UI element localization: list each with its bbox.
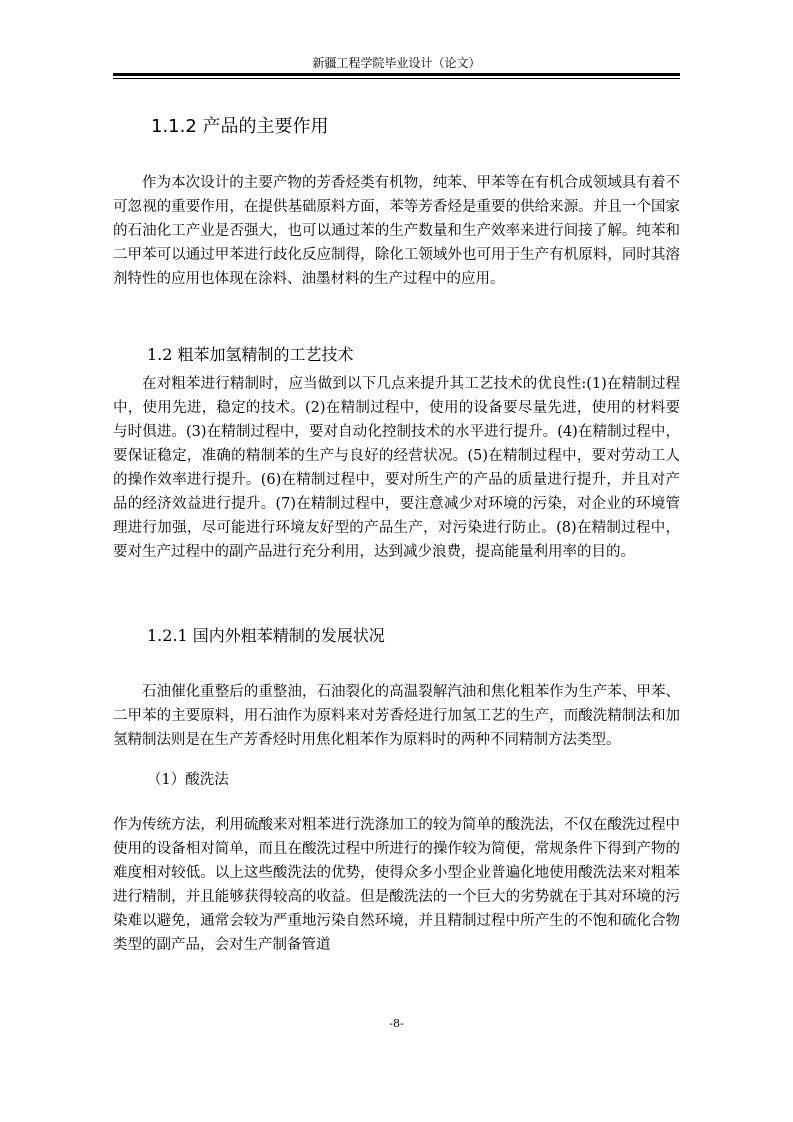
- header-rule-thin: [113, 78, 680, 79]
- paragraph-acid-wash: 作为传统方法，利用硫酸来对粗苯进行洗涤加工的较为简单的酸洗法，不仅在酸洗过程中使用的设备相对简单，而且在酸洗过程中所进行的操作较为简便，常规条件下得到产物的难度相对较低。以上这些酸洗法的优势，使得众多小型企业普遍化地使用酸洗法来对粗苯进行精制，并且能够获得较高的收益。但是酸洗法的一个巨大的劣势就在于其对环境的污染难以避免，通常会较为严重地污染自然环境，并且精制过程中所产生的不饱和硫化合物类型的副产品，会对生产制备管道: [113, 817, 680, 953]
- section-heading-1-2-1: 1.2.1 国内外粗苯精制的发展状况: [147, 626, 385, 645]
- paragraph-process-technology: 在对粗苯进行精制时，应当做到以下几点来提升其工艺技术的优良性:(1)在精制过程中，使用先进，稳定的技术。(2)在精制过程中，使用的设备要尽量先进，使用的材料要与时俱进。(3)在精制过程中，要对自动化控制技术的水平进行提升。(4)在精制过程中，要保证稳定，准确的精制苯的生产与良好的经营状况。(5)在精制过程中，要对劳动工人的操作效率进行提升。(6)在精制过程中，要对所生产的产品的质量进行提升，并且对产品的经济效益进行提升。(7)在精制过程中，要注意减少对环境的污染，对企业的环境管理进行加强，尽可能进行环境友好型的产品生产，对污染进行防止。(8)在精制过程中，要对生产过程中的副产品进行充分利用，达到减少浪费，提高能量利用率的目的。: [113, 376, 680, 560]
- paragraph-product-role: 作为本次设计的主要产物的芳香烃类有机物，纯苯、甲苯等在有机合成领域具有着不可忽视的重要作用，在提供基础原料方面，苯等芳香烃是重要的供给来源。并且一个国家的石油化工产业是否强大，也可以通过苯的生产数量和生产效率来进行间接了解。纯苯和二甲苯可以通过甲苯进行歧化反应制得，除化工领域外也可用于生产有机原料，同时其溶剂特性的应用也体现在涂料、油墨材料的生产过程中的应用。: [113, 175, 680, 287]
- paragraph-development-status: 石油催化重整后的重整油，石油裂化的高温裂解汽油和焦化粗苯作为生产苯、甲苯、二甲苯的主要原料，用石油作为原料来对芳香烃进行加氢工艺的生产，而酸洗精制法和加氢精制法则是在生产芳香烃时用焦化粗苯作为原料时的两种不同精制方法类型。: [113, 684, 680, 748]
- header-rule-thick: [113, 73, 680, 76]
- running-header: 新疆工程学院毕业设计（论文）: [312, 56, 481, 70]
- section-heading-1-1-2: 1.1.2 产品的主要作用: [151, 116, 329, 137]
- section-heading-1-2: 1.2 粗苯加氢精制的工艺技术: [147, 345, 354, 364]
- list-item-acid-wash-label: （1）酸洗法: [147, 772, 229, 788]
- page-number: -8-: [389, 1017, 404, 1030]
